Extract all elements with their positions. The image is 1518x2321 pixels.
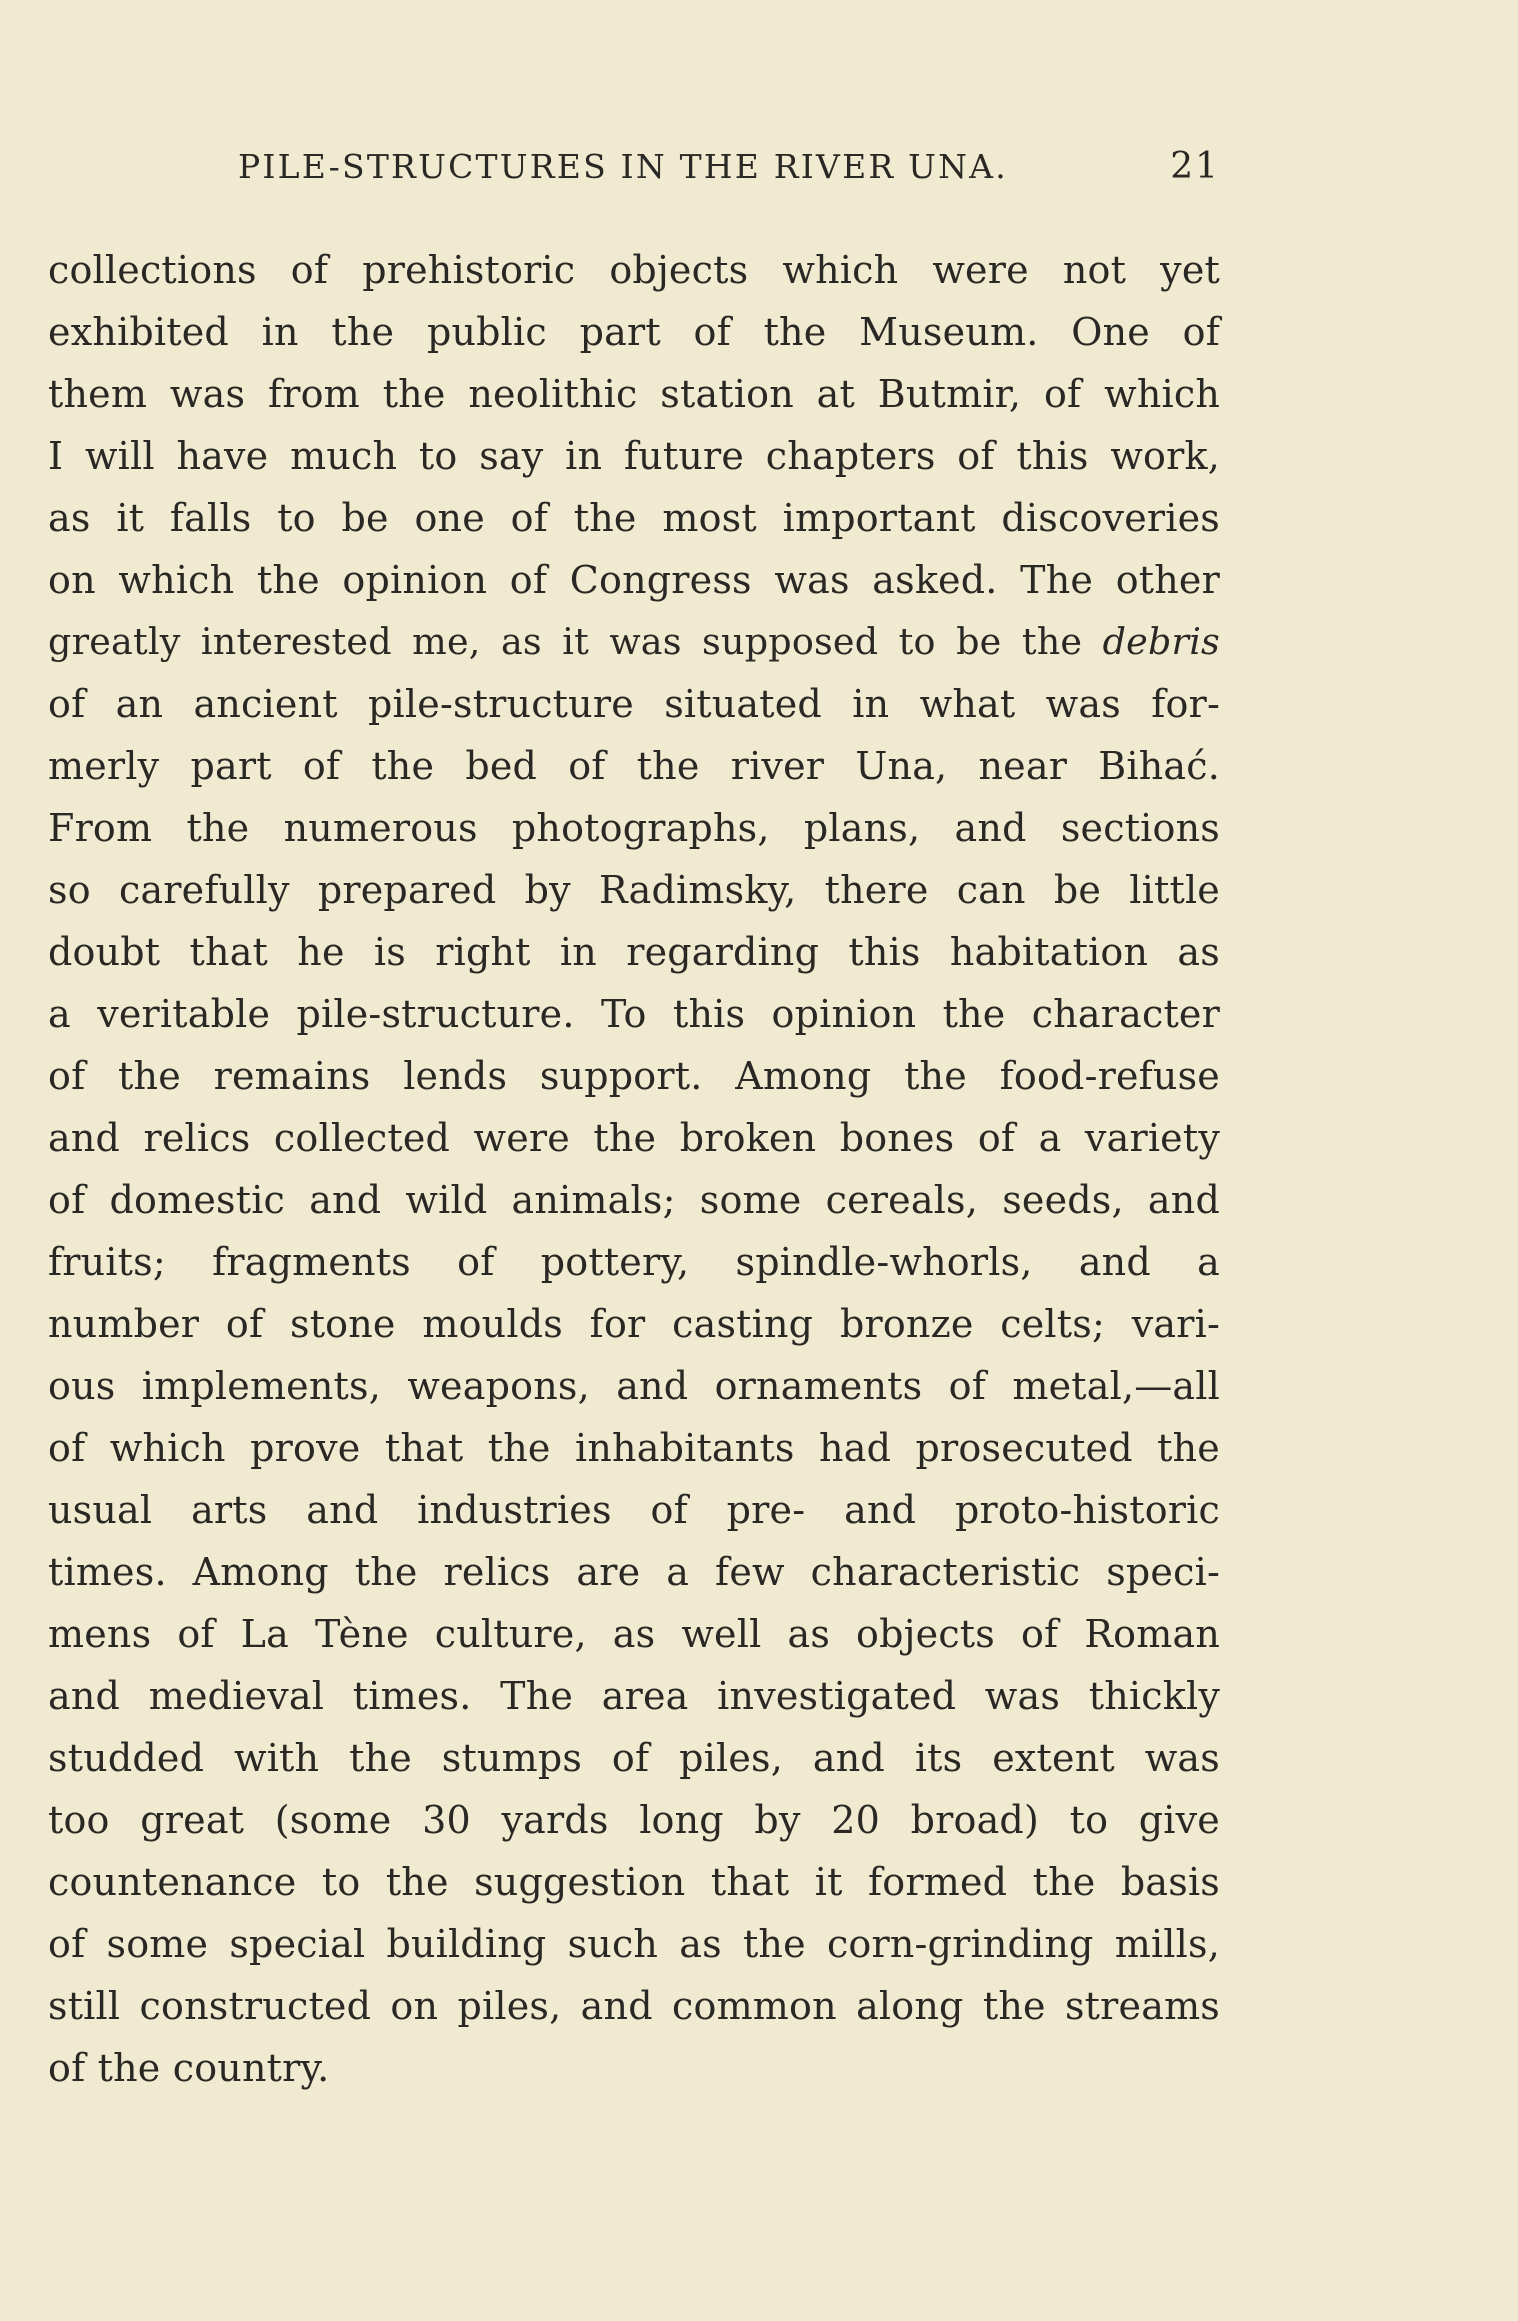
text-line: countenance to the suggestion that it formed the basis — [48, 1860, 1220, 1904]
text-line: as it falls to be one of the most important discoveries — [48, 496, 1220, 540]
text-line: a veritable pile-structure. To this opinion the character — [48, 992, 1220, 1036]
text-line: and medieval times. The area investigated was thickly — [48, 1674, 1220, 1718]
text-line: so carefully prepared by Radimsky, there can be little — [48, 868, 1220, 912]
text-line: of some special building such as the corn-grinding mills, — [48, 1922, 1220, 1966]
text-line: them was from the neolithic station at Butmir, of which — [48, 372, 1220, 416]
text-line: studded with the stumps of piles, and its extent was — [48, 1736, 1220, 1780]
text-line: merly part of the bed of the river Una, near Bihać. — [48, 744, 1220, 788]
page-number: 21 — [1170, 146, 1220, 187]
text-line: doubt that he is right in regarding this habitation as — [48, 930, 1220, 974]
body-paragraph — [48, 239, 1220, 2099]
text-line: collections of prehistoric objects which were not yet — [48, 248, 1220, 292]
text-line: exhibited in the public part of the Museum. One of — [48, 310, 1220, 354]
text-segment: greatly interested me, as it was supposed to be the — [48, 620, 1083, 663]
text-line: of domestic and wild animals; some cereals, seeds, and — [48, 1178, 1220, 1222]
running-title: PILE-STRUCTURES IN THE RIVER UNA. — [238, 147, 1008, 186]
text-line: fruits; fragments of pottery, spindle-whorls, and a — [48, 1240, 1220, 1284]
text-line: on which the opinion of Congress was asked. The other — [48, 558, 1220, 602]
text-line: From the numerous photographs, plans, and sections — [48, 806, 1220, 850]
text-line: too great (some 30 yards long by 20 broad) to give — [48, 1798, 1220, 1842]
text-line: times. Among the relics are a few characteristic speci- — [48, 1550, 1220, 1594]
text-line: I will have much to say in future chapters of this work, — [48, 434, 1220, 478]
text-line: number of stone moulds for casting bronze celts; vari- — [48, 1302, 1220, 1346]
text-line: still constructed on piles, and common along the streams — [48, 1984, 1220, 2028]
text-line: usual arts and industries of pre- and proto-historic — [48, 1488, 1220, 1532]
text-line: of which prove that the inhabitants had prosecuted the — [48, 1426, 1220, 1470]
text-line: and relics collected were the broken bones of a variety — [48, 1116, 1220, 1160]
running-head — [48, 143, 1220, 191]
text-line: of the country. — [48, 2046, 330, 2090]
text-line: of an ancient pile-structure situated in what was for- — [48, 682, 1220, 726]
text-line: of the remains lends support. Among the food-refuse — [48, 1054, 1220, 1098]
text-line — [48, 611, 1220, 673]
italic-word: debris — [1102, 620, 1220, 663]
text-line: mens of La Tène culture, as well as objects of Roman — [48, 1612, 1220, 1656]
text-line: ous implements, weapons, and ornaments of metal,—all — [48, 1364, 1220, 1408]
